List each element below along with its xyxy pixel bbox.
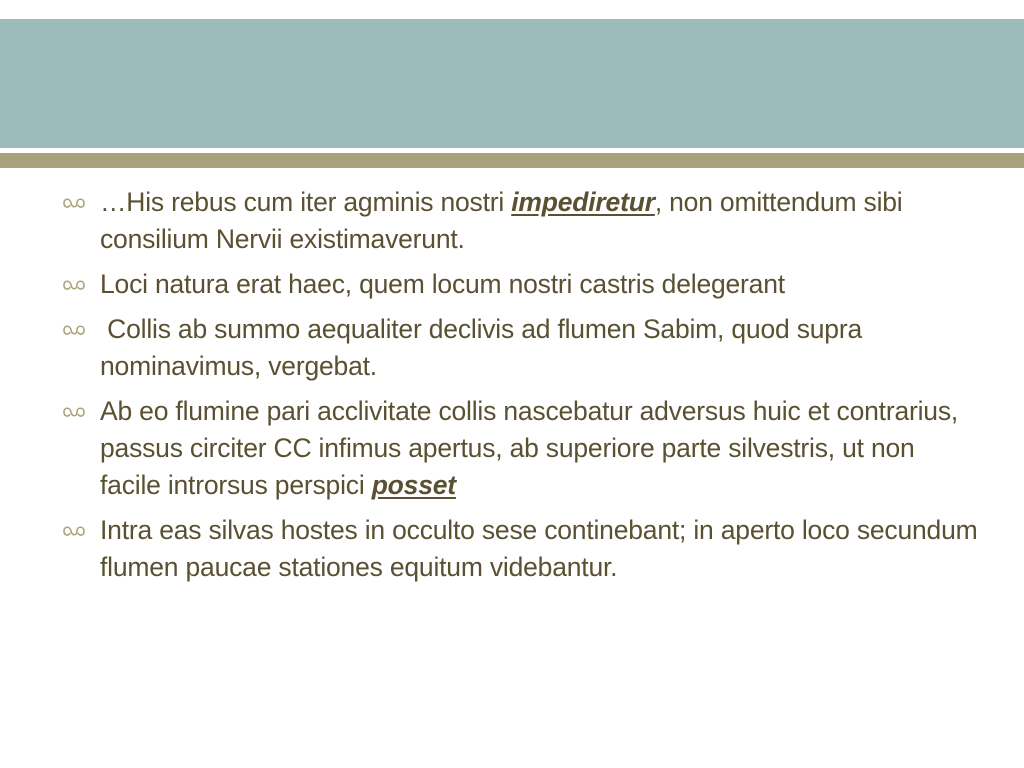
bullet-item [58, 393, 978, 504]
bullet-emphasis: impediretur [511, 187, 655, 217]
bullet-text: Intra eas silvas hostes in occulto sese continebant; in aperto loco secundum flumen paucae stationes equitum videbantur. [100, 515, 978, 582]
scroll-bullet-icon [62, 196, 86, 210]
bullet-text: Loci natura erat haec, quem locum nostri castris delegerant [100, 269, 785, 299]
bullet-item [58, 512, 978, 586]
bullet-text: Ab eo flumine pari acclivitate collis nascebatur adversus huic et contrarius, passus circiter CC infimus apertus, ab superiore parte silvestris, ut non facile introrsus perspici [100, 396, 959, 500]
bullet-item [58, 266, 978, 303]
slide-body [58, 184, 978, 594]
bullet-text: …His rebus cum iter agminis nostri [100, 187, 512, 217]
scroll-bullet-icon [62, 405, 86, 419]
bullet-text-tail: , non omittendum sibi consilium Nervii existimaverunt. [100, 187, 903, 254]
bullet-emphasis: posset [371, 470, 456, 500]
scroll-bullet-icon [62, 278, 86, 292]
scroll-bullet-icon [62, 323, 86, 337]
header-band [0, 19, 1024, 148]
bullet-item [58, 311, 978, 385]
scroll-bullet-icon [62, 524, 86, 538]
bullet-item [58, 184, 978, 258]
bullet-text: Collis ab summo aequaliter declivis ad flumen Sabim, quod supra nominavimus, vergebat. [100, 314, 870, 381]
accent-stripe [0, 153, 1024, 168]
